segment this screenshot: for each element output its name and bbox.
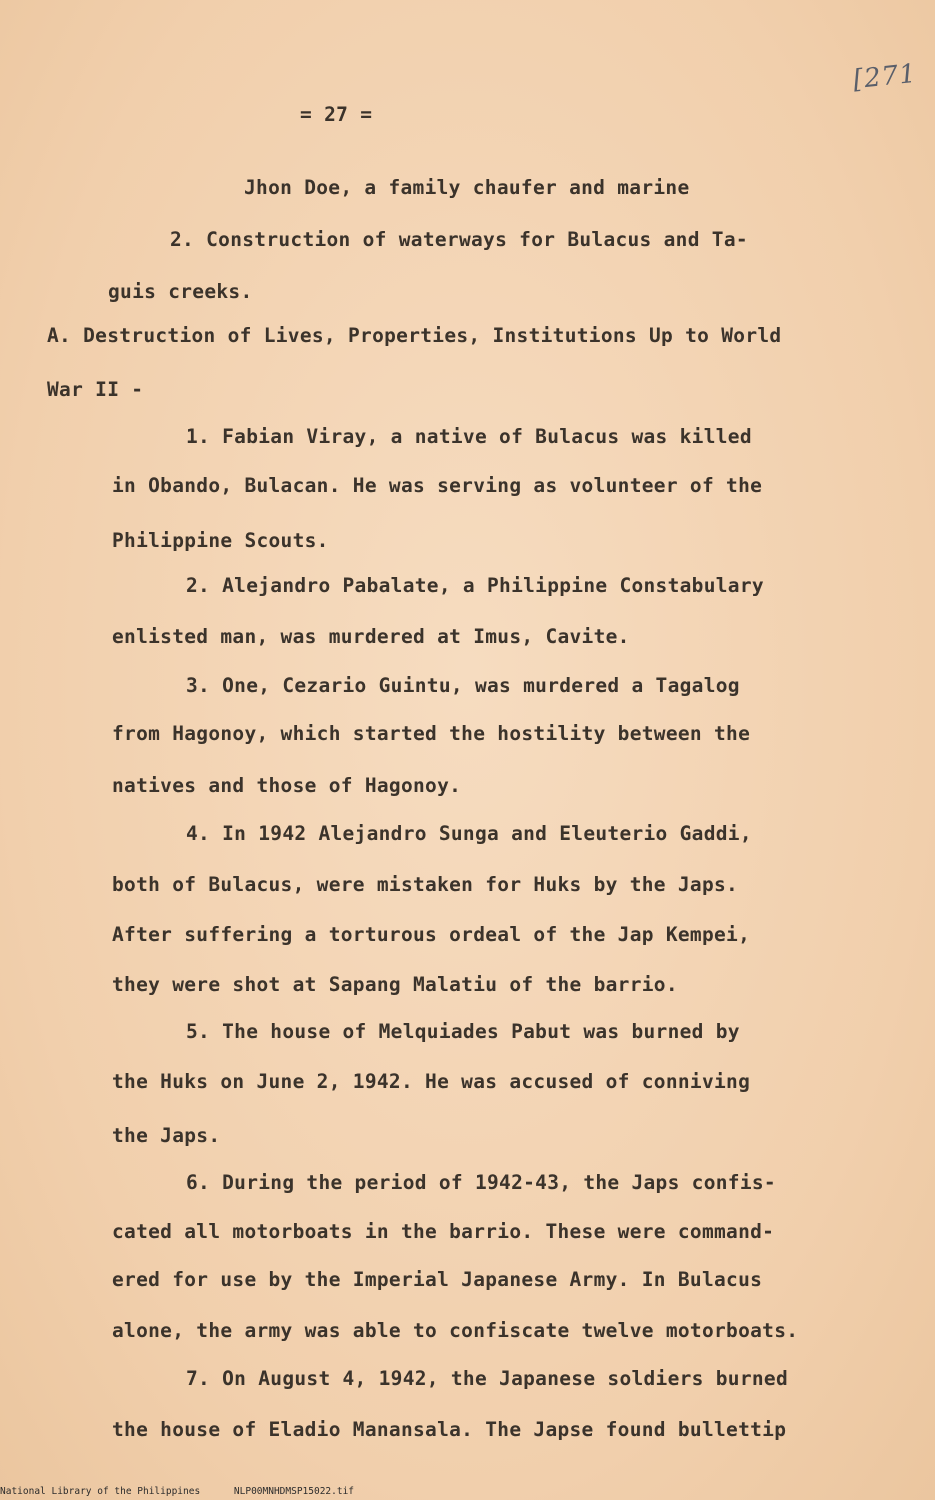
text-line: 1. Fabian Viray, a native of Bulacus was killed (186, 425, 752, 448)
text-line: guis creeks. (108, 280, 253, 303)
text-line: After suffering a torturous ordeal of the Jap Kempei, (112, 923, 751, 946)
text-line: alone, the army was able to confiscate twelve motorboats. (112, 1319, 799, 1342)
text-line: they were shot at Sapang Malatiu of the barrio. (112, 973, 678, 996)
text-line: the house of Eladio Manansala. The Japse found bullettip (112, 1418, 787, 1441)
text-line: 5. The house of Melquiades Pabut was burned by (186, 1020, 740, 1043)
text-line: 7. On August 4, 1942, the Japanese soldiers burned (186, 1367, 788, 1390)
text-line: enlisted man, was murdered at Imus, Cavite. (112, 625, 630, 648)
text-line: the Japs. (112, 1124, 221, 1147)
text-line: natives and those of Hagonoy. (112, 774, 462, 797)
section-heading: A. Destruction of Lives, Properties, Institutions Up to World (47, 324, 782, 347)
text-line: 2. Alejandro Pabalate, a Philippine Constabulary (186, 574, 764, 597)
text-line: 6. During the period of 1942-43, the Japs confis- (186, 1171, 776, 1194)
footer-filename: NLP00MNHDMSP15022.tif (233, 1486, 355, 1497)
footer-source: National Library of the Philippines (0, 1486, 201, 1497)
text-line: both of Bulacus, were mistaken for Huks by the Japs. (112, 873, 739, 896)
text-line: Jhon Doe, a family chaufer and marine (244, 176, 690, 199)
text-line: 2. Construction of waterways for Bulacus and Ta- (170, 228, 748, 251)
text-line: in Obando, Bulacan. He was serving as volunteer of the (112, 474, 763, 497)
page-number: = 27 = (300, 103, 373, 126)
text-line: 3. One, Cezario Guintu, was murdered a Tagalog (186, 674, 740, 697)
text-line: 4. In 1942 Alejandro Sunga and Eleuterio Gaddi, (186, 822, 752, 845)
text-line: cated all motorboats in the barrio. These were command- (112, 1220, 775, 1243)
text-line: Philippine Scouts. (112, 529, 329, 552)
text-line: the Huks on June 2, 1942. He was accused of conniving (112, 1070, 751, 1093)
section-heading-continued: War II - (47, 378, 144, 401)
scan-footer (0, 1486, 382, 1497)
text-line: ered for use by the Imperial Japanese Army. In Bulacus (112, 1268, 763, 1291)
text-line: from Hagonoy, which started the hostility between the (112, 722, 751, 745)
handwritten-page-number: [271 (851, 58, 919, 96)
